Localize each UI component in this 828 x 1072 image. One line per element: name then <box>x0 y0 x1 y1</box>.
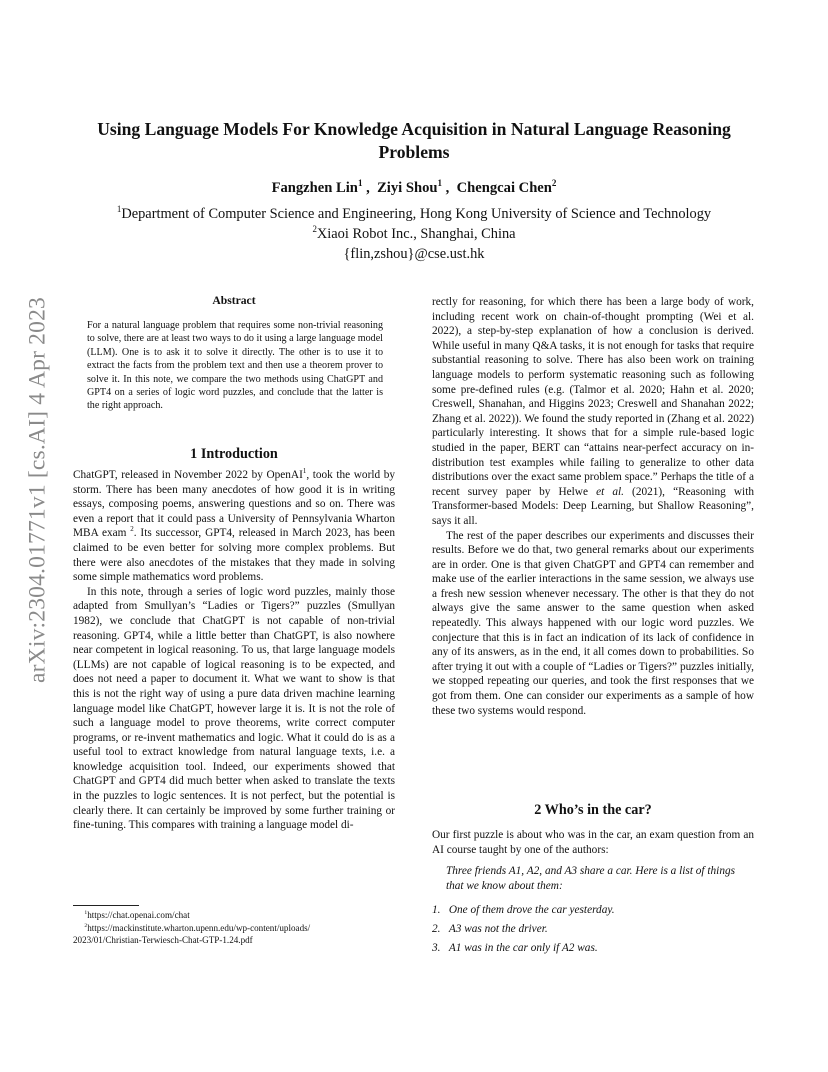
footnote-mark: 2 <box>130 525 134 534</box>
puzzle-fact-list <box>432 901 754 958</box>
arxiv-identifier: arXiv:2304.01771v1 [cs.AI] 4 Apr 2023 <box>24 297 51 683</box>
author-affil-mark: 2 <box>551 178 557 189</box>
footnotes <box>73 909 403 947</box>
paragraph: ChatGPT, released in November 2022 by OpenAI$^1$, took the world by storm. There has been many anecdotes of how good it is in writing essays, composing poems, answering questions and so on. There was even a report that it could pass a University of Pennsylvania Wharton MBA exam $^2$. Its successor, GPT4, released in March 2023, has been claimed to be even better for solving more complex problems. But there were also anecdotes of the mistakes that they made in solving some simple mathematics word problems. <box>73 467 395 584</box>
footnote-divider <box>73 905 139 906</box>
section-1 <box>73 446 395 463</box>
paragraph: rectly for reasoning, for which there has been a large body of work, including recent work on chain-of-thought prompting (Wei et al. 2022), a step-by-step explanation of how a conclusion is derived. While useful in many Q&A tasks, it is not enough for tasks that require substantial reasoning to solve. There has also been work on training language models to perform systematic reasoning such as following some pre-defined rules (e.g. (Talmor et al. 2020; Hahn et al. 2020; Creswell, Shanahan, and Higgins 2023; Creswell and Shanahan 2022; Zhang et al. 2022)). We found the study reported in (Zhang et al. 2022) particularly interesting. It shows that for a simple rule-based logic studied in the paper, BERT can “attains near-perfect accuracy on in-distribution test examples while failing to generalize to other data distributions over the exact same problem space.” Perhaps the title of a recent survey paper by Helwe et al. (2021), “Reasoning with Transformer-based Models: Deep Learning, but Shallow Reasoning”, says it all. <box>432 296 754 527</box>
affiliation-line: $^2$Xiaoi Robot Inc., Shanghai, China <box>312 224 516 242</box>
puzzle-quote: Three friends A1, A2, and A3 share a car. Here is a list of things that we know about them: <box>446 865 736 892</box>
footnote-link[interactable]: https://mackinstitute.wharton.upenn.edu/wp-content/uploads/ <box>87 922 311 933</box>
section-heading: 2 Who’s in the car? <box>534 802 652 818</box>
paper-title: Using Language Models For Knowledge Acquisition in Natural Language Reasoning Problems <box>97 119 731 162</box>
abstract-text: For a natural language problem that requires some non-trivial reasoning to solve, there are at least two ways to do it using a large language model (LLM). One is to ask it to solve it directly. The other is to use it to extract the facts from the problem text and then use a theorem prover to solve it. In this note, we compare the two methods using ChatGPT and GPT4 on a series of logic word puzzles, and conclude that the latter is the right approach. <box>87 320 383 412</box>
author-affil-mark: 1 <box>357 178 363 189</box>
footnote-link[interactable]: https://chat.openai.com/chat <box>87 910 190 920</box>
section-heading: 1 Introduction <box>190 446 278 462</box>
paragraph: In this note, through a series of logic word puzzles, mainly those adapted from Smullyan’s “Ladies or Tigers?” puzzles (Smullyan 1982), we conclude that ChatGPT is not capable of non-trivial reasoning. GPT4, while a little better than ChatGPT, is also nowhere near competent in logical reasoning. To us, that large language models (LLMs) are not capable of logical reasoning is to be expected, and does not need a paper to document it. What we want to show is that this is not the right way of using a pure data driven machine learning language model like ChatGPT, however large it is. It is not the role of such a language model to prove theorems, write correct computer programs, or re-invent mathematics and logic. What it could do is as a useful tool to extract knowledge from natural language texts, i.e. a knowledge acquisition tool. Indeed, our experiments showed that ChatGPT and GPT4 did much better when asked to translate the texts in the puzzles to logic sentences. It is not perfect, but the potential is clearly there. It can certainly be improved by some further training or fine-tuning. This compares with training a language model di- <box>73 585 395 832</box>
section-2 <box>432 802 754 857</box>
abstract-heading: Abstract <box>212 294 256 307</box>
author-name: Chengcai Chen <box>456 180 552 196</box>
right-column <box>432 295 754 718</box>
author-affil-mark: 1 <box>437 178 443 189</box>
paragraph: Our first puzzle is about who was in the car, an exam question from an AI course taught by one of the authors: <box>432 829 754 856</box>
author-email: {flin,zshou}@cse.ust.hk <box>343 246 485 262</box>
footnote-mark: 1 <box>302 467 307 476</box>
list-item: 3. A1 was in the car only if A2 was. <box>432 942 598 954</box>
affiliation-line: $^1$Department of Computer Science and Engineering, Hong Kong University of Science and Technology <box>116 204 712 222</box>
left-column <box>73 468 395 833</box>
footnote-continuation[interactable]: 2023/01/Christian-Terwiesch-Chat-GTP-1.24.pdf <box>73 935 253 946</box>
list-item: 1. One of them drove the car yesterday. <box>432 904 615 916</box>
arxiv-sidebar <box>24 297 52 683</box>
affiliations <box>40 204 788 264</box>
author-name: Ziyi Shou <box>377 180 438 196</box>
author-list: Fangzhen Lin$^1$ , Ziyi Shou$^1$ , Chengcai Chen$^2$ <box>271 178 557 196</box>
author-name: Fangzhen Lin <box>271 180 358 196</box>
paragraph: The rest of the paper describes our experiments and discusses their results. Before we do that, two general remarks about our experiments are in order. One is that given ChatGPT and GPT4 can remember and make use of the earlier interactions in the same session, we always use a fresh new session whenever necessary. The other is that they do not always give the same answer to the same question when asked repeatedly. This always happened with our logic word puzzles. We conjecture that this is in fact an indication of its lack of confidence in any of its answers, as in the end, it all comes down to probabilities. So after trying it out with a couple of “Ladies or Tigers?” puzzles initially, we stopped repeating our queries, and took the first responses that we got from them. One can consider our experiments as a sample of how these two systems would respond. <box>432 529 754 717</box>
footnote: $^2$https://mackinstitute.wharton.upenn.edu/wp-content/uploads/ <box>84 922 311 933</box>
footnote: $^1$https://chat.openai.com/chat <box>84 909 190 920</box>
list-item: 2. A3 was not the driver. <box>432 923 548 935</box>
